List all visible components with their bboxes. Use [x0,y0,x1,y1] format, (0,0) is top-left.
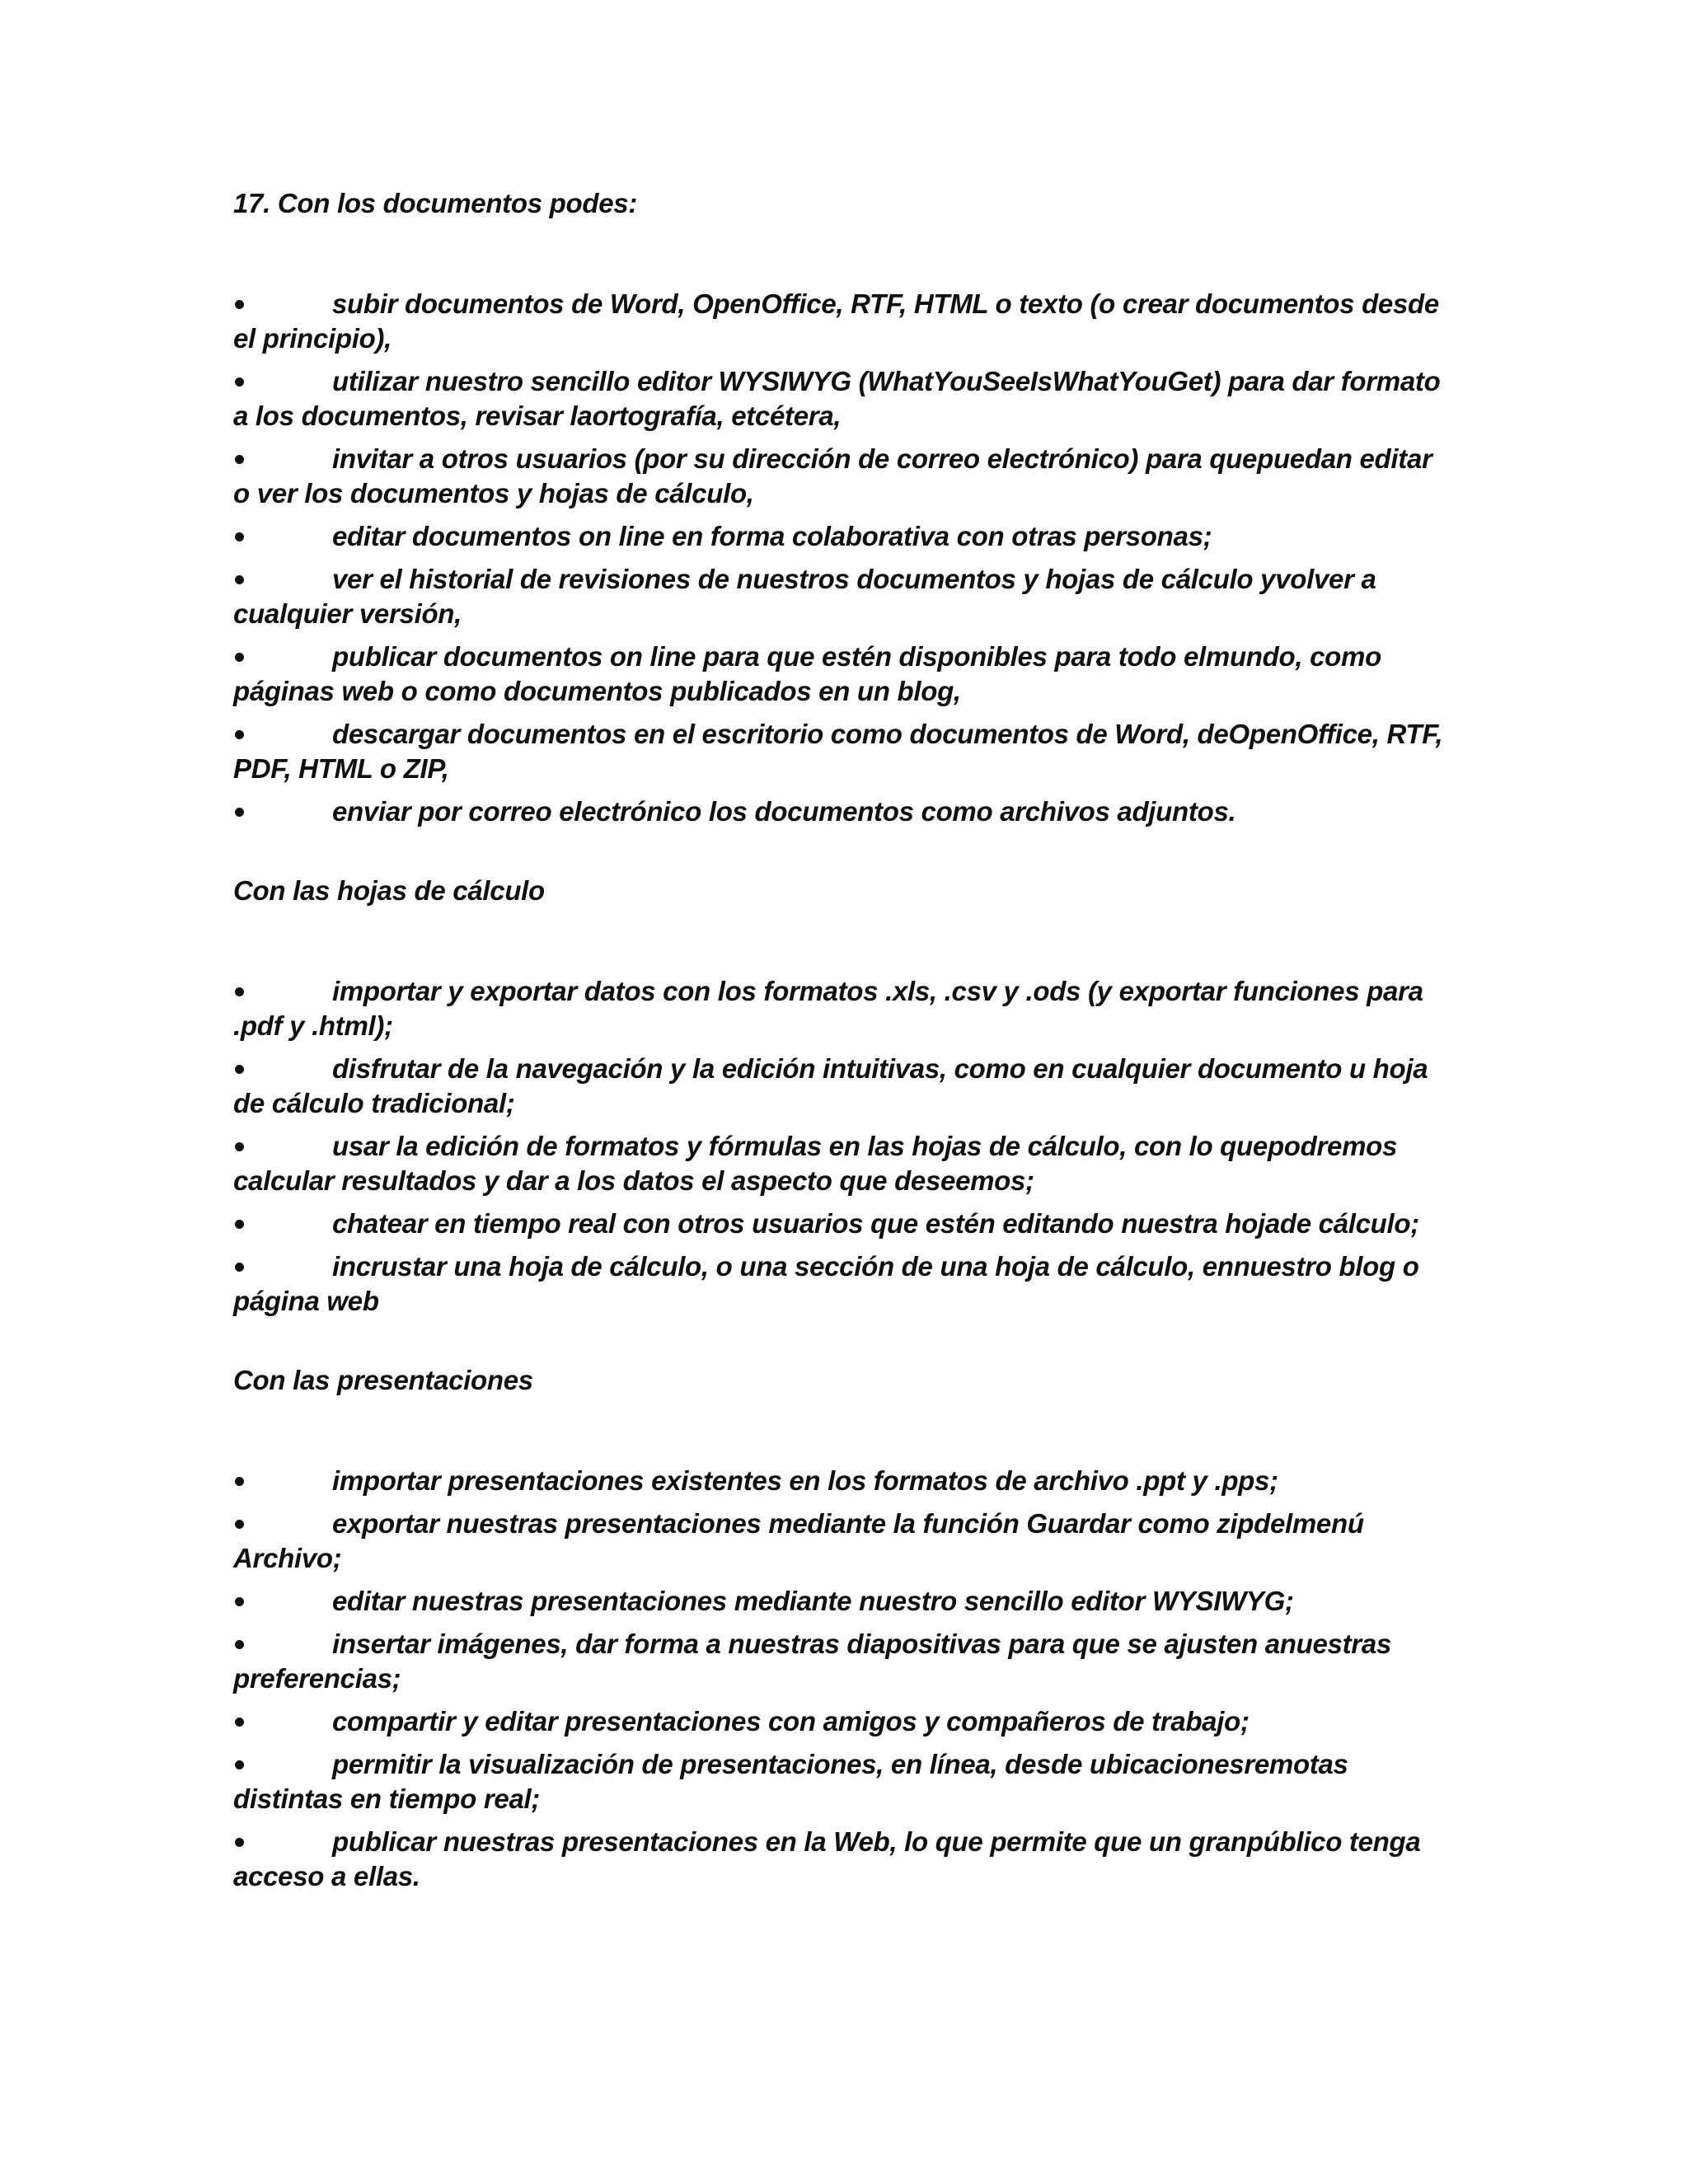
bullet-icon [235,1760,244,1769]
bullet-icon [235,1065,244,1074]
list-item: descargar documentos en el escritorio como documentos de Word, deOpenOffice, RTF, PDF, HTML o ZIP, [233,719,1443,784]
bullet-icon [235,377,244,387]
list-item: ver el historial de revisiones de nuestros documentos y hojas de cálculo yvolver a cualquier versión, [233,564,1376,629]
bullet-icon [235,653,244,662]
list-item: permitir la visualización de presentaciones, en línea, desde ubicacionesremotas distintas en tiempo real; [233,1749,1348,1814]
section-heading-hojas: Con las hojas de cálculo [233,875,545,906]
section-heading-presentaciones: Con las presentaciones [233,1365,533,1395]
bullet-icon [235,1477,244,1486]
list-item: incrustar una hoja de cálculo, o una sección de una hoja de cálculo, ennuestro blog o página web [233,1251,1419,1316]
list-item: compartir y editar presentaciones con amigos y compañeros de trabajo; [233,1704,1449,1739]
list-item: usar la edición de formatos y fórmulas en las hojas de cálculo, con lo quepodremos calcular resultados y dar a los datos el aspecto que deseemos; [233,1131,1398,1196]
presentaciones-list [233,1464,1449,1894]
bullet-icon [235,300,244,309]
list-item: enviar por correo electrónico los documentos como archivos adjuntos. [233,794,1449,829]
hojas-list [233,974,1449,1319]
list-item: editar nuestras presentaciones mediante nuestro sencillo editor WYSIWYG; [233,1584,1449,1619]
bullet-icon [235,575,244,584]
list-item: editar documentos on line en forma colaborativa con otras personas; [233,519,1449,554]
list-item: subir documentos de Word, OpenOffice, RTF, HTML o texto (o crear documentos desde el principio), [233,288,1439,354]
list-item: publicar nuestras presentaciones en la Web, lo que permite que un granpúblico tenga acceso a ellas. [233,1826,1421,1891]
bullet-icon [235,455,244,464]
list-item: disfrutar de la navegación y la edición intuitivas, como en cualquier documento u hoja de cálculo tradicional; [233,1053,1428,1118]
list-item: insertar imágenes, dar forma a nuestras diapositivas para que se ajusten anuestras preferencias; [233,1629,1391,1694]
bullet-icon [235,1263,244,1272]
bullet-icon [235,1220,244,1229]
list-item: invitar a otros usuarios (por su dirección de correo electrónico) para quepuedan editar o ver los documentos y hojas de cálculo, [233,443,1432,509]
bullet-icon [235,532,244,541]
bullet-icon [235,1838,244,1847]
list-item: importar presentaciones existentes en los formatos de archivo .ppt y .pps; [233,1464,1449,1498]
document-body [233,186,1449,1902]
list-item: publicar documentos on line para que estén disponibles para todo elmundo, como páginas web o como documentos publicados en un blog, [233,641,1381,706]
bullet-icon [235,1142,244,1151]
list-item: exportar nuestras presentaciones mediante la función Guardar como zipdelmenú Archivo; [233,1508,1364,1573]
list-item: utilizar nuestro sencillo editor WYSIWYG (WhatYouSeeIsWhatYouGet) para dar formato a los documentos, revisar laortografía, etcétera, [233,366,1441,431]
bullet-icon [235,1640,244,1649]
bullet-icon [235,730,244,739]
bullet-icon [235,1520,244,1529]
list-item: chatear en tiempo real con otros usuarios que estén editando nuestra hojade cálculo; [233,1207,1449,1241]
list-item: importar y exportar datos con los formatos .xls, .csv y .ods (y exportar funciones para .pdf y .html); [233,976,1423,1041]
bullet-icon [235,808,244,817]
bullet-icon [235,987,244,996]
bullet-icon [235,1597,244,1606]
bullet-icon [235,1718,244,1727]
documentos-list [233,287,1449,829]
page-title: 17. Con los documentos podes: [233,188,638,218]
